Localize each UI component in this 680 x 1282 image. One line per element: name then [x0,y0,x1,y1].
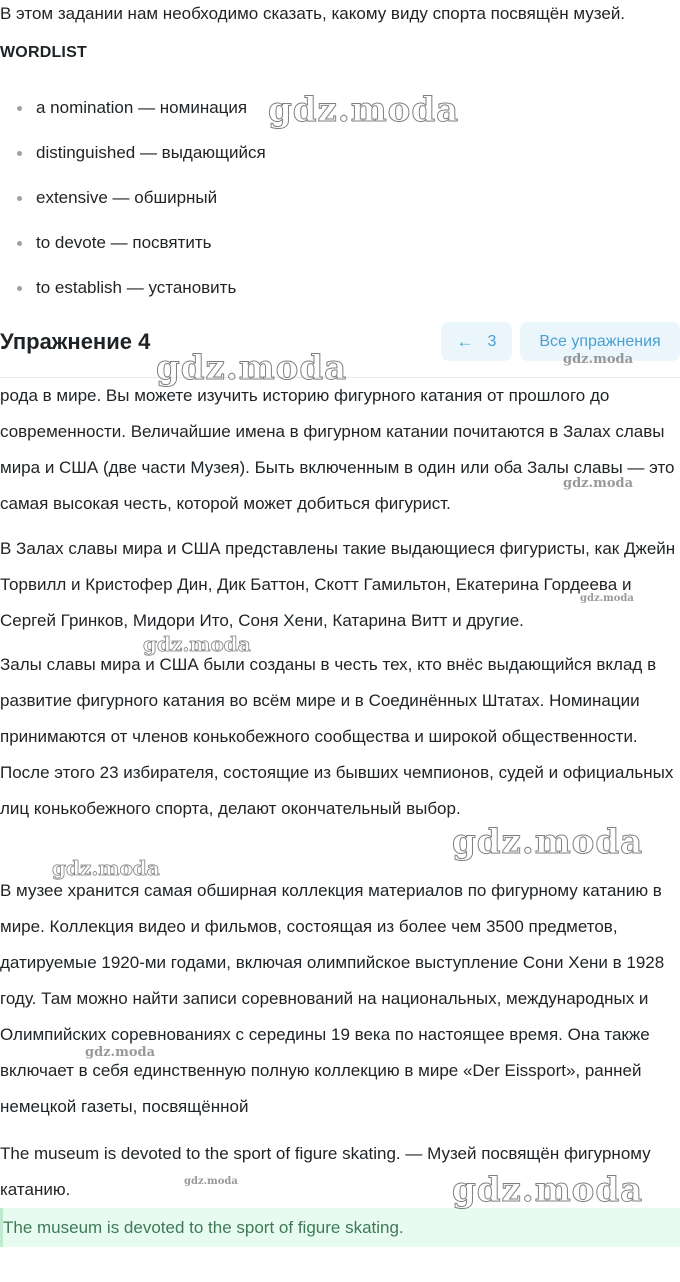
answer-box: The museum is devoted to the sport of figure skating. [0,1208,680,1247]
watermark: gdz.moda [452,822,644,862]
watermark: gdz.moda [156,348,348,388]
exercise-title: Упражнение 4 [0,329,151,354]
list-item [0,183,266,228]
watermark: gdz.moda [563,352,634,367]
paragraph: В музее хранится самая обширная коллекция материалов по фигурному катанию в мире. Коллекция видео и фильмов, состоящая из более чем 3500 предметов, датируемые 1920-ми годами, включая олимпийское выступление Сони Хени в 1928 году. Там можно найти записи соревнований на национальных, международных и Олимпийских соревнованиях с середины 19 века по настоящее время. Она также включает в себя единственную полную коллекцию в мире «Der Eissport», ранней немецкой газеты, посвящённой [0,881,665,1116]
wordlist-entry: extensive — обширный [36,188,218,207]
watermark: gdz.moda [143,632,251,656]
arrow-left-icon: ← [456,332,474,351]
paragraph: Залы славы мира и США были созданы в честь тех, кто внёс выдающийся вклад в развитие фигурного катания во всём мире и в Соединённых Штатах. Номинации принимаются от членов конькобежного сообщества и широкой общественности. После этого 23 избирателя, состоящие из бывших чемпионов, судей и официальных лиц конькобежного спорта, делают окончательный выбор. [0,655,674,818]
wordlist-entry: to devote — посвятить [36,233,212,252]
translation-paragraph: The museum is devoted to the sport of figure skating. — Музей посвящён фигурному катанию. [0,1144,651,1199]
watermark: gdz.moda [268,90,460,130]
bullet-icon [17,196,22,201]
list-item [0,273,266,318]
watermark: gdz.moda [452,1170,644,1210]
wordlist-entry: to establish — установить [36,278,237,297]
wordlist-heading: WORDLIST [0,44,87,61]
previous-exercise-number: 3 [487,332,497,350]
watermark: gdz.moda [52,856,160,880]
wordlist-entry: a nomination — номинация [36,98,248,117]
watermark: gdz.moda [580,593,634,604]
watermark: gdz.moda [563,476,634,491]
wordlist [0,93,266,318]
bullet-icon [17,286,22,291]
wordlist-entry: distinguished — выдающийся [36,143,266,162]
previous-exercise-button[interactable] [441,322,512,361]
bullet-icon [17,151,22,156]
list-item [0,228,266,273]
paragraph: рода в мире. Вы можете изучить историю фигурного катания от прошлого до современности. Величайшие имена в фигурном катании почитаются в Залах славы мира и США (две части Музея). Быть включенным в один или оба Залы славы — это самая высокая честь, которой может добиться фигурист. [0,386,675,513]
intro-text: В этом задании нам необходимо сказать, какому виду спорта посвящён музей. [0,4,626,23]
list-item [0,138,266,183]
bullet-icon [17,241,22,246]
list-item [0,93,266,138]
paragraph: В Залах славы мира и США представлены такие выдающиеся фигуристы, как Джейн Торвилл и Кристофер Дин, Дик Баттон, Скотт Гамильтон, Екатерина Гордеева и Сергей Гринков, Мидори Ито, Соня Хени, Катарина Витт и другие. [0,539,676,630]
watermark: gdz.moda [184,1176,238,1187]
bullet-icon [17,106,22,111]
watermark: gdz.moda [85,1045,156,1060]
all-exercises-button[interactable]: Все упражнения [520,322,680,361]
